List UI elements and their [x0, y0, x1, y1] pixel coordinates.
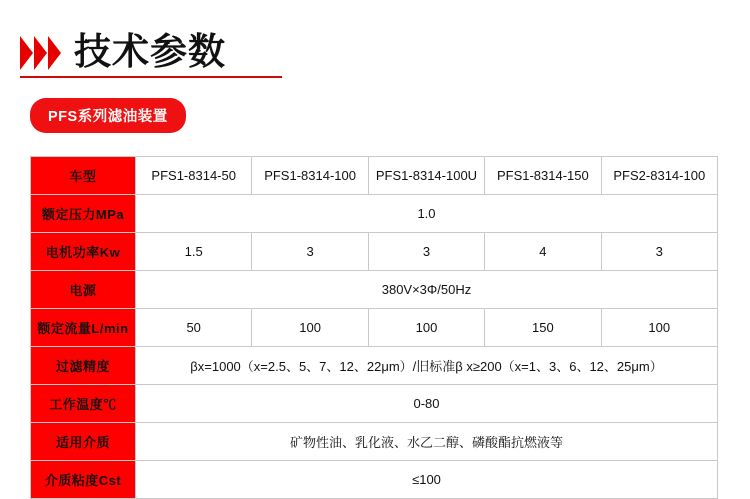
table-cell: 380V×3Φ/50Hz	[136, 271, 718, 309]
row-label: 工作温度℃	[31, 385, 136, 423]
row-label: 额定流量L/min	[31, 309, 136, 347]
table-cell: 3	[368, 233, 484, 271]
table-cell: PFS1-8314-100	[252, 157, 368, 195]
spec-table-body	[31, 157, 718, 499]
table-cell: 0-80	[136, 385, 718, 423]
table-cell: PFS1-8314-150	[485, 157, 601, 195]
row-label: 适用介质	[31, 423, 136, 461]
table-cell: PFS1-8314-100U	[368, 157, 484, 195]
table-cell: 3	[252, 233, 368, 271]
table-cell: 150	[485, 309, 601, 347]
row-label: 介质粘度Cst	[31, 461, 136, 499]
table-cell: 1.5	[136, 233, 252, 271]
table-cell: 50	[136, 309, 252, 347]
table-cell: PFS1-8314-50	[136, 157, 252, 195]
table-cell: PFS2-8314-100	[601, 157, 717, 195]
table-cell: 矿物性油、乳化液、水乙二醇、磷酸酯抗燃液等	[136, 423, 718, 461]
page-title: 技术参数	[74, 31, 226, 72]
double-chevron-right-icon	[20, 36, 64, 70]
table-row	[31, 309, 718, 347]
table-row	[31, 385, 718, 423]
table-cell: 3	[601, 233, 717, 271]
row-label: 过滤精度	[31, 347, 136, 385]
table-row	[31, 423, 718, 461]
page-header	[20, 18, 282, 78]
row-label: 额定压力MPa	[31, 195, 136, 233]
table-row	[31, 157, 718, 195]
table-cell: βx=1000（x=2.5、5、7、12、22μm）/旧标准β x≥200（x=1、3、6、12、25μm）	[136, 347, 718, 385]
spec-table	[30, 156, 718, 499]
table-cell: ≤100	[136, 461, 718, 499]
table-cell: 4	[485, 233, 601, 271]
table-row	[31, 195, 718, 233]
spec-table-wrapper	[30, 156, 718, 499]
row-label: 车型	[31, 157, 136, 195]
table-cell: 100	[252, 309, 368, 347]
table-row	[31, 233, 718, 271]
table-cell: 1.0	[136, 195, 718, 233]
table-cell: 100	[368, 309, 484, 347]
row-label: 电源	[31, 271, 136, 309]
table-row	[31, 271, 718, 309]
series-badge: PFS系列滤油装置	[30, 98, 186, 133]
table-row	[31, 347, 718, 385]
row-label: 电机功率Kw	[31, 233, 136, 271]
table-cell: 100	[601, 309, 717, 347]
